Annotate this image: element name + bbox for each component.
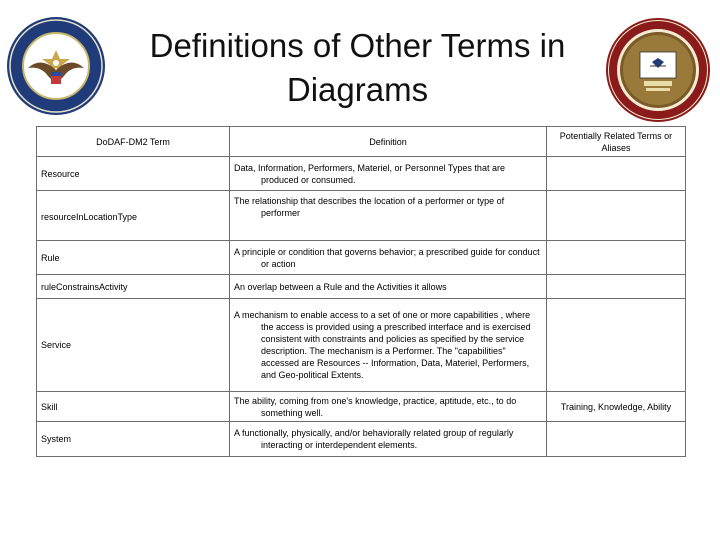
table-row	[37, 157, 686, 191]
definition-text: A mechanism to enable access to a set of one or more capabilities , where the access is provided using a prescribed interface and is exercised consistent with constraints and policies as specified by the service description. The mechanism is a Performer. The "capabilities" accessed are Resources -- Information, Data, Materiel, Performers, and Geo-political Extents.	[234, 310, 531, 380]
dod-cio-seal-icon	[606, 18, 710, 122]
definition-text: A principle or condition that governs behavior; a prescribed guide for conduct or action	[234, 246, 540, 269]
table-row	[37, 392, 686, 422]
table-row	[37, 299, 686, 392]
definition-text: The ability, coming from one's knowledge, practice, aptitude, etc., to do something well.	[234, 395, 517, 418]
definition-text: A functionally, physically, and/or behaviorally related group of regularly interacting or interdependent elements.	[234, 428, 514, 450]
table-row	[37, 191, 686, 241]
definition-cell	[230, 191, 547, 241]
page-title: Definitions of Other Terms in Diagrams	[149, 27, 566, 108]
definition-cell	[230, 275, 547, 299]
column-header-term: DoDAF-DM2 Term	[37, 127, 230, 157]
term-cell: Service	[37, 299, 230, 392]
definition-text: An overlap between a Rule and the Activities it allows	[234, 281, 447, 292]
term-cell: ruleConstrainsActivity	[37, 275, 230, 299]
term-cell: Resource	[37, 157, 230, 191]
definitions-table	[36, 126, 686, 457]
column-header-aliases: Potentially Related Terms or Aliases	[547, 127, 686, 157]
dod-seal-icon	[6, 16, 106, 116]
definition-text: Data, Information, Performers, Materiel, or Personnel Types that are produced or consumed.	[234, 162, 505, 185]
column-header-definition: Definition	[230, 127, 547, 157]
term-cell: System	[37, 422, 230, 457]
aliases-cell	[547, 157, 686, 191]
definition-text: The relationship that describes the location of a performer or type of performer	[234, 196, 505, 218]
aliases-cell: Training, Knowledge, Ability	[547, 392, 686, 422]
aliases-cell	[547, 191, 686, 241]
table-row	[37, 422, 686, 457]
term-cell: Skill	[37, 392, 230, 422]
definition-cell	[230, 241, 547, 275]
definition-cell	[230, 157, 547, 191]
term-cell: Rule	[37, 241, 230, 275]
definition-cell	[230, 392, 547, 422]
aliases-cell	[547, 422, 686, 457]
aliases-cell	[547, 299, 686, 392]
table-header-row	[37, 127, 686, 157]
table-row	[37, 275, 686, 299]
table-row	[37, 241, 686, 275]
definition-cell	[230, 299, 547, 392]
definition-cell	[230, 422, 547, 457]
aliases-cell	[547, 275, 686, 299]
term-cell: resourceInLocationType	[37, 191, 230, 241]
aliases-cell	[547, 241, 686, 275]
